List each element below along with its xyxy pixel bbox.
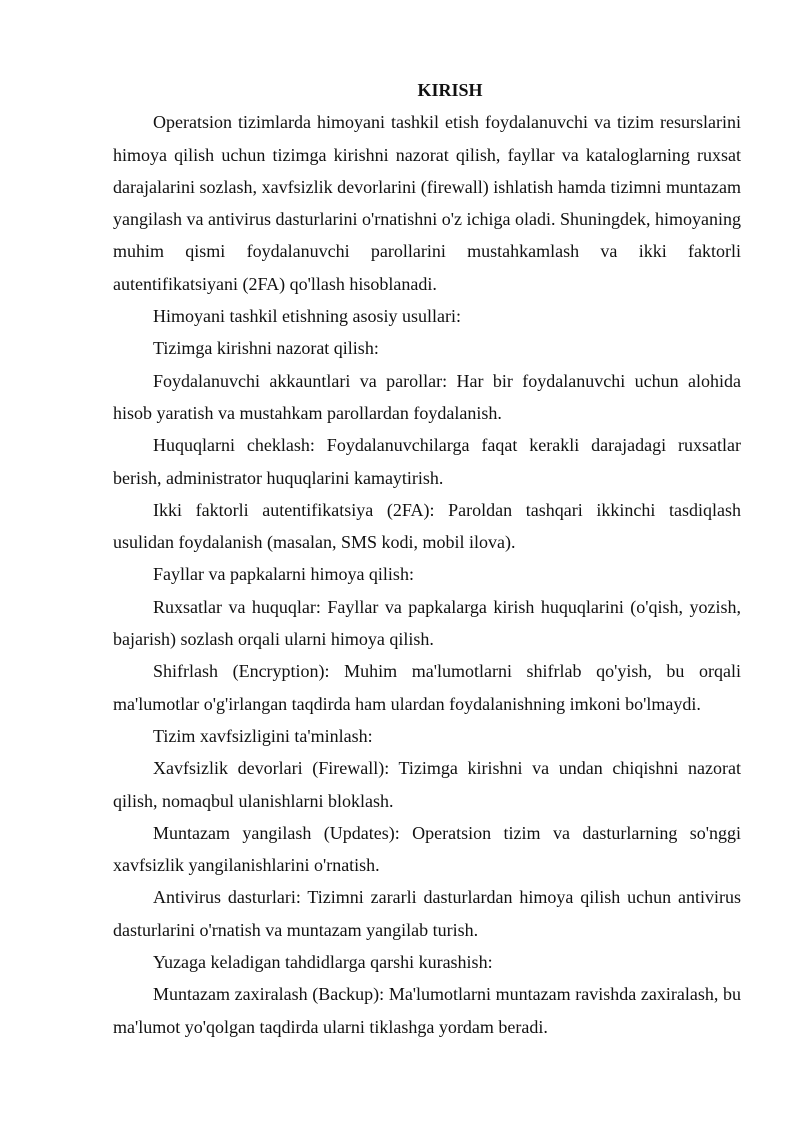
paragraph-2fa: Ikki faktorli autentifikatsiya (2FA): Paroldan tashqari ikkinchi tasdiqlash usulidan foydalanish (masalan, SMS kodi, mobil ilova).: [113, 499, 741, 553]
paragraph-firewall: Xavfsizlik devorlari (Firewall): Tizimga kirishni va undan chiqishni nazorat qilish, nomaqbul ulanishlarni bloklash.: [113, 758, 741, 811]
paragraph-backup: Muntazam zaxiralash (Backup): Ma'lumotlarni muntazam ravishda zaxiralash, bu ma'lumot yo'qolgan taqdirda ularni tiklashga yordam beradi.: [113, 984, 741, 1037]
paragraph-access-control-heading: Tizimga kirishni nazorat qilish:: [153, 338, 379, 359]
paragraph-methods-heading: Himoyani tashkil etishning asosiy usullari:: [153, 306, 461, 327]
paragraph-system-security-heading: Tizim xavfsizligini ta'minlash:: [153, 725, 373, 746]
paragraph-updates: Muntazam yangilash (Updates): Operatsion tizim va dasturlarning so'nggi xavfsizlik yangilanishlarini o'rnatish.: [113, 822, 741, 876]
paragraph-threats-heading: Yuzaga keladigan tahdidlarga qarshi kurashish:: [153, 952, 493, 973]
paragraph-antivirus: Antivirus dasturlari: Tizimni zararli dasturlardan himoya qilish uchun antivirus dasturlarini o'rnatish va muntazam yangilab turish.: [113, 887, 741, 940]
paragraph-intro: Operatsion tizimlarda himoyani tashkil etish foydalanuvchi va tizim resurslarini himoya qilish uchun tizimga kirishni nazorat qilish, fayllar va kataloglarning ruxsat darajalarini sozlash, xavfsizlik devorlarini (firewall) ishlatish hamda tizimni muntazam yangilash va antivirus dasturlarini o'rnatishni o'z ichiga oladi. Shuningdek, himoyaning muhim qismi foydalanuvchi parollarini mustahkamlash va ikki faktorli autentifikatsiyani (2FA) qo'llash hisoblanadi.: [113, 112, 741, 294]
document-title: KIRISH: [417, 80, 483, 100]
document-page: [113, 74, 741, 1043]
paragraph-files-heading: Fayllar va papkalarni himoya qilish:: [153, 564, 414, 585]
paragraph-permissions: Ruxsatlar va huquqlar: Fayllar va papkalarga kirish huquqlarini (o'qish, yozish, bajarish) sozlash orqali ularni himoya qilish.: [113, 596, 741, 650]
paragraph-restrict-rights: Huquqlarni cheklash: Foydalanuvchilarga faqat kerakli darajadagi ruxsatlar berish, administrator huquqlarini kamaytirish.: [113, 435, 741, 488]
paragraph-encryption: Shifrlash (Encryption): Muhim ma'lumotlarni shifrlab qo'yish, bu orqali ma'lumotlar o'g'irlangan taqdirda ham ulardan foydalanishning imkoni bo'lmaydi.: [113, 661, 741, 714]
paragraph-accounts-passwords: Foydalanuvchi akkauntlari va parollar: Har bir foydalanuvchi uchun alohida hisob yaratish va mustahkam parollardan foydalanish.: [113, 370, 741, 423]
